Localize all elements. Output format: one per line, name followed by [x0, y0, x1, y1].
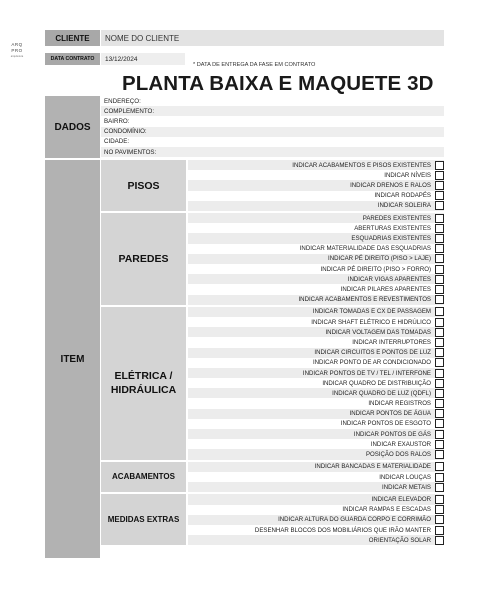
checklist-item-label: INDICAR VIGAS APARENTES	[347, 275, 431, 283]
checkbox[interactable]	[435, 430, 444, 439]
checklist-item-label: INDICAR LOUÇAS	[379, 473, 431, 481]
logo-line1: ARQ	[11, 42, 23, 47]
checklist-item	[188, 201, 444, 211]
checklist-item-label: POSIÇÃO DOS RALOS	[365, 451, 431, 459]
checklist-item-label: INDICAR PILARES APARENTES	[340, 285, 431, 293]
checklist-item-label: INDICAR ALTURA DO GUARDA CORPO E CORRIMÃO	[278, 516, 431, 524]
checklist-item	[188, 327, 444, 337]
page-title: PLANTA BAIXA E MAQUETE 3D	[122, 72, 434, 95]
checkbox[interactable]	[435, 275, 444, 284]
logo	[8, 42, 26, 60]
checklist	[188, 494, 444, 545]
checklist-item-label: INDICAR PÉ DIREITO (PISO > FORRO)	[320, 265, 431, 273]
checklist-item-label: ESQUADRIAS EXISTENTES	[351, 234, 431, 242]
checkbox[interactable]	[435, 171, 444, 180]
checkbox[interactable]	[435, 450, 444, 459]
checkbox[interactable]	[435, 515, 444, 524]
checklist-item	[188, 419, 444, 429]
checkbox[interactable]	[435, 338, 444, 347]
dados-field[interactable]: BAIRRO:	[104, 117, 130, 125]
checklist-item-label: INDICAR TOMADAS E CX DE PASSAGEM	[312, 308, 431, 316]
checklist-item-label: INDICAR PONTO DE AR CONDICIONADO	[312, 359, 431, 367]
checkbox[interactable]	[435, 358, 444, 367]
checklist-item	[188, 429, 444, 439]
logo-line3: arquitetura	[10, 55, 24, 58]
checklist-item-label: ABERTURAS EXISTENTES	[354, 224, 431, 232]
checklist-item-label: INDICAR EXAUSTOR	[370, 440, 431, 448]
dados-fields	[101, 96, 444, 157]
data-contrato-label: DATA CONTRATO	[45, 53, 100, 65]
checklist-item-label: INDICAR ELEVADOR	[371, 495, 431, 503]
checkbox[interactable]	[435, 399, 444, 408]
checklist-item	[188, 180, 444, 190]
group-1	[101, 213, 444, 305]
checklist	[188, 307, 444, 460]
checkbox[interactable]	[435, 526, 444, 535]
checklist-item	[188, 160, 444, 170]
checklist-item-label: ORIENTAÇÃO SOLAR	[368, 536, 431, 544]
checkbox[interactable]	[435, 483, 444, 492]
group-label: PISOS	[101, 160, 186, 211]
checklist-item	[188, 223, 444, 233]
checkbox[interactable]	[435, 318, 444, 327]
checklist-item	[188, 264, 444, 274]
logo-line2: PRO	[11, 48, 23, 53]
checklist-item-label: INDICAR MATERIALIDADE DAS ESQUADRIAS	[299, 245, 431, 253]
checklist-item-label: INDICAR QUADRO DE DISTRIBUIÇÃO	[322, 379, 431, 387]
checklist-item-label: DESENHAR BLOCOS DOS MOBILIÁRIOS QUE IRÃO MANTER	[254, 526, 431, 534]
data-contrato-field[interactable]: 13/12/2024	[101, 53, 185, 65]
item-label: ITEM	[45, 160, 100, 558]
checklist-item	[188, 307, 444, 317]
checklist-item	[188, 409, 444, 419]
checklist-item-label: INDICAR PONTOS DE TV / TEL / INTERFONE	[302, 369, 431, 377]
dados-field[interactable]: CONDOMÍNIO:	[101, 127, 444, 137]
checklist-item	[188, 233, 444, 243]
group-label: ACABAMENTOS	[101, 462, 186, 493]
checklist	[188, 213, 444, 305]
checkbox[interactable]	[435, 440, 444, 449]
checklist-item	[188, 482, 444, 492]
checkbox[interactable]	[435, 536, 444, 545]
checkbox[interactable]	[435, 307, 444, 316]
checklist-item	[188, 348, 444, 358]
checklist-item-label: INDICAR PONTOS DE ÁGUA	[349, 410, 431, 418]
checkbox[interactable]	[435, 265, 444, 274]
checklist-item	[188, 525, 444, 535]
checkbox[interactable]	[435, 254, 444, 263]
checklist-item	[188, 515, 444, 525]
checkbox[interactable]	[435, 505, 444, 514]
checkbox[interactable]	[435, 389, 444, 398]
checklist-item	[188, 505, 444, 515]
checklist-item-label: INDICAR RODAPÉS	[374, 192, 431, 200]
checklist-item-label: INDICAR PONTOS DE GÁS	[353, 430, 431, 438]
checklist-item	[188, 535, 444, 545]
delivery-note: * DATA DE ENTREGA DA FASE EM CONTRATO	[193, 62, 316, 68]
group-3	[101, 462, 444, 493]
dados-field[interactable]: CIDADE:	[104, 138, 130, 146]
checklist-item	[188, 368, 444, 378]
checkbox[interactable]	[435, 295, 444, 304]
checklist-item	[188, 449, 444, 459]
checkbox[interactable]	[435, 224, 444, 233]
checkbox[interactable]	[435, 495, 444, 504]
checklist-item	[188, 378, 444, 388]
checkbox[interactable]	[435, 161, 444, 170]
checklist-item-label: INDICAR METAIS	[382, 483, 431, 491]
checkbox[interactable]	[435, 473, 444, 482]
group-label: PAREDES	[101, 213, 186, 305]
checklist-item-label: INDICAR QUADRO DE LUZ (QDFL)	[332, 389, 431, 397]
checklist-item-label: INDICAR NÍVEIS	[384, 171, 431, 179]
checklist-item-label: INDICAR INTERRUPTORES	[352, 338, 431, 346]
checklist-item-label: INDICAR PÉ DIREITO (PISO > LAJE)	[328, 255, 431, 263]
checklist-item	[188, 274, 444, 284]
checkbox[interactable]	[435, 348, 444, 357]
checkbox[interactable]	[435, 328, 444, 337]
checkbox[interactable]	[435, 234, 444, 243]
checklist-item	[188, 170, 444, 180]
checkbox[interactable]	[435, 191, 444, 200]
checkbox[interactable]	[435, 369, 444, 378]
checklist-item	[188, 244, 444, 254]
checklist-item-label: INDICAR REGISTROS	[368, 400, 431, 408]
checklist	[188, 160, 444, 211]
checklist-item	[188, 462, 444, 472]
checkbox[interactable]	[435, 214, 444, 223]
checklist-item	[188, 388, 444, 398]
checkbox[interactable]	[435, 201, 444, 210]
checklist-item-label: INDICAR ACABAMENTOS E REVESTIMENTOS	[298, 296, 431, 304]
cliente-field[interactable]: NOME DO CLIENTE	[101, 30, 444, 46]
checkbox[interactable]	[435, 244, 444, 253]
cliente-label: CLIENTE	[45, 30, 100, 46]
checklist-item-label: INDICAR PONTOS DE ESGOTO	[340, 420, 431, 428]
checklist-item	[188, 494, 444, 504]
checklist-item	[188, 213, 444, 223]
checklist-item	[188, 439, 444, 449]
checklist-item	[188, 284, 444, 294]
group-0	[101, 160, 444, 211]
checklist-item-label: INDICAR DRENOS E RALOS	[350, 181, 431, 189]
checklist	[188, 462, 444, 493]
checklist-item-label: PAREDES EXISTENTES	[362, 214, 431, 222]
checklist-item	[188, 295, 444, 305]
checklist-item-label: INDICAR SHAFT ELÉTRICO E HIDRÚLICO	[311, 318, 431, 326]
dados-field[interactable]: NO PAVIMENTOS:	[101, 147, 444, 157]
checklist-item-label: INDICAR CIRCUITOS E PONTOS DE LUZ	[314, 349, 431, 357]
dados-label: DADOS	[45, 96, 100, 158]
checklist-item-label: INDICAR SOLEIRA	[377, 202, 431, 210]
checklist-item	[188, 191, 444, 201]
group-label: ELÉTRICA / HIDRÁULICA	[101, 307, 186, 460]
group-label: MEDIDAS EXTRAS	[101, 494, 186, 545]
checkbox[interactable]	[435, 181, 444, 190]
group-2	[101, 307, 444, 460]
checkbox[interactable]	[435, 462, 444, 471]
dados-field[interactable]: COMPLEMENTO:	[101, 106, 444, 116]
checklist-item-label: INDICAR VOLTAGEM DAS TOMADAS	[325, 328, 431, 336]
dados-field[interactable]: ENDEREÇO:	[104, 97, 141, 105]
checkbox[interactable]	[435, 285, 444, 294]
group-4	[101, 494, 444, 545]
checklist-item	[188, 358, 444, 368]
checklist-item-label: INDICAR ACABAMENTOS E PISOS EXISTENTES	[292, 161, 431, 169]
checklist-item-label: INDICAR RAMPAS E ESCADAS	[342, 506, 431, 514]
checklist-item	[188, 317, 444, 327]
checklist-item	[188, 472, 444, 482]
checklist-item	[188, 337, 444, 347]
checkbox[interactable]	[435, 419, 444, 428]
checklist-item	[188, 254, 444, 264]
checkbox[interactable]	[435, 409, 444, 418]
checklist-item-label: INDICAR BANCADAS E MATERIALIDADE	[314, 463, 431, 471]
checklist-item	[188, 398, 444, 408]
checkbox[interactable]	[435, 379, 444, 388]
